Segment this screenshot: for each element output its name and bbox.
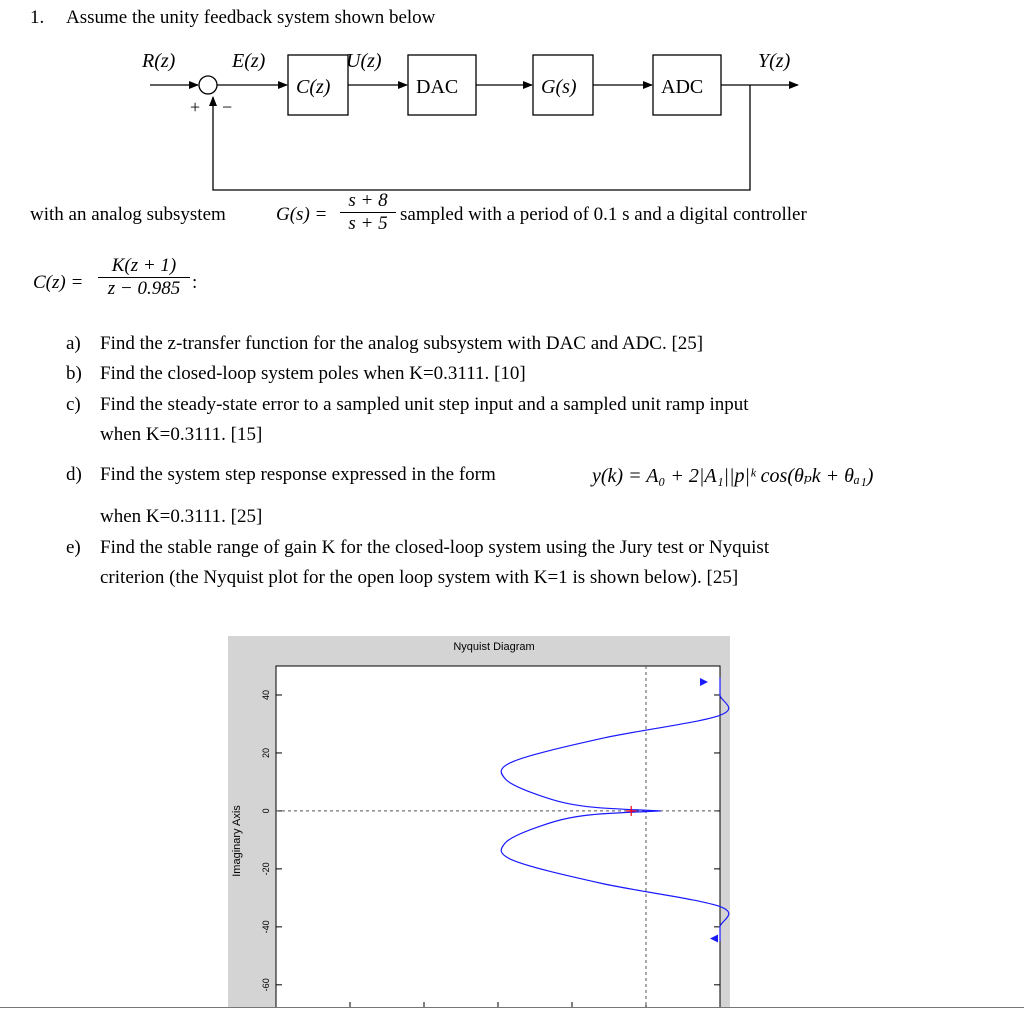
block-label-ADC: ADC: [661, 76, 704, 98]
part-a-text: Find the z-transfer function for the analog subsystem with DAC and ADC. [25]: [100, 333, 704, 354]
plus-sign: +: [190, 97, 201, 117]
y-tick-label: 40: [261, 689, 271, 700]
G-fraction: [340, 190, 396, 235]
question-title: Assume the unity feedback system shown below: [66, 7, 436, 28]
G-lhs: G(s) =: [276, 204, 328, 225]
part-d-text2: when K=0.3111. [25]: [100, 506, 263, 527]
part-b-label: b): [66, 363, 82, 384]
y-axis-label: Imaginary Axis: [231, 805, 243, 877]
part-e-text: Find the stable range of gain K for the closed-loop system using the Jury test or Nyquist: [100, 537, 770, 558]
nyquist-plot: [228, 636, 730, 1008]
part-d-label: d): [66, 464, 82, 485]
plot-axes-box: [276, 666, 720, 1008]
summing-junction: [199, 76, 217, 94]
label-Y: Y(z): [758, 50, 791, 72]
part-d-text: Find the system step response expressed in the form: [100, 464, 496, 485]
feedback-path: [213, 85, 750, 190]
text-sampled-period: sampled with a period of 0.1 s and a digital controller: [400, 204, 807, 225]
part-b-text: Find the closed-loop system poles when K=0.3111. [10]: [100, 363, 526, 384]
C-tail: :: [192, 272, 198, 293]
part-d-formula: y(k) = A₀ + 2|A₁||p|ᵏ cos(θₚk + θₐ₁): [592, 465, 874, 487]
block-label-C: C(z): [296, 76, 331, 98]
C-denominator: z − 0.985: [107, 278, 181, 299]
C-numerator: K(z + 1): [111, 255, 177, 276]
part-c-text2: when K=0.3111. [15]: [100, 424, 263, 445]
plot-title: Nyquist Diagram: [453, 641, 535, 653]
G-denominator: s + 5: [348, 213, 388, 234]
y-tick-label: -40: [261, 920, 271, 934]
block-label-G: G(s): [541, 76, 577, 98]
C-lhs: C(z) =: [33, 272, 84, 293]
y-tick-label: -60: [261, 978, 271, 992]
G-numerator: s + 8: [348, 190, 388, 211]
y-tick-label: -20: [261, 862, 271, 876]
text-analog-subsystem: with an analog subsystem: [30, 204, 226, 225]
minus-sign: −: [222, 97, 233, 117]
part-e-label: e): [66, 537, 81, 558]
page-bottom-rule: [0, 1007, 1024, 1008]
C-fraction: [98, 255, 190, 300]
label-E: E(z): [232, 50, 266, 72]
part-c-label: c): [66, 394, 81, 415]
part-e-text2: criterion (the Nyquist plot for the open loop system with K=1 is shown below). [25]: [100, 567, 739, 588]
y-tick-label: 20: [261, 747, 271, 758]
part-a-label: a): [66, 333, 81, 354]
part-c-text: Find the steady-state error to a sampled unit step input and a sampled unit ramp input: [100, 394, 749, 415]
y-tick-label: 0: [261, 808, 271, 814]
block-label-DAC: DAC: [416, 76, 459, 98]
label-U: U(z): [346, 50, 382, 72]
block-diagram: [130, 45, 820, 195]
label-R: R(z): [142, 50, 176, 72]
question-number: 1.: [30, 7, 45, 28]
